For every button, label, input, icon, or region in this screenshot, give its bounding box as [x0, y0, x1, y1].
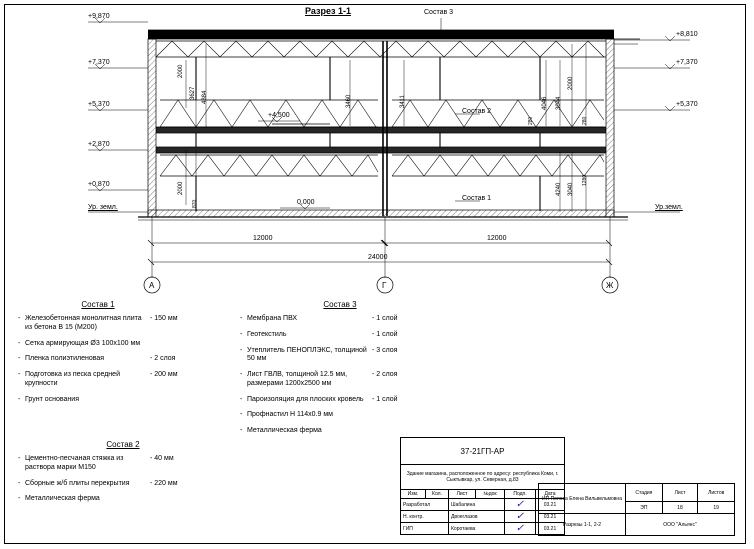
dim-v-right-5: 4240	[556, 182, 562, 196]
legend-3-item-2	[240, 347, 427, 365]
legend-1-item-0	[18, 315, 205, 333]
role-0: Разработал	[401, 499, 449, 511]
callout-sostav-3: Состав 3	[424, 9, 454, 16]
signature-2: ✓	[505, 523, 536, 535]
legend-2-title: Состав 2	[106, 440, 140, 449]
legend-2-item-0-value: - 40 мм	[150, 455, 174, 462]
legend-1-item-4-text: Грунт основания	[25, 395, 79, 403]
dim-v-right-7: 1280	[582, 174, 588, 186]
dim-v-left-0: 2000	[178, 64, 184, 78]
dim-bottom-0: 12000	[253, 235, 273, 242]
title-block-object: Здание магазина, расположенное по адресу: республика Коми, г. Сыктывкар, ул. Северная, д.83	[406, 471, 559, 484]
dim-v-mid-1: 3411	[400, 95, 406, 108]
bullet-dash: -	[18, 455, 21, 462]
level-mark-right-2: +5,370	[676, 101, 698, 108]
legend-3-item-4-value: - 1 слой	[372, 395, 398, 403]
legend-2-item-2	[18, 495, 205, 504]
legend-2-item-0-text: Цементно-песчаная стяжка из раствора марки М150	[25, 455, 124, 471]
zero-level-mark: 0,000	[297, 199, 315, 206]
signature-1: ✓	[505, 511, 536, 523]
date-0: 03.21	[536, 499, 565, 511]
legend-sostav-3	[240, 300, 427, 443]
col-head-izm: Изм.	[401, 490, 426, 499]
legend-3-item-1	[240, 331, 427, 340]
axis-label-zh: Ж	[606, 281, 614, 290]
section-title: Разрез 1-1	[305, 6, 351, 16]
legend-2-item-1	[18, 480, 205, 489]
legend-3-item-5	[240, 411, 427, 420]
legend-2-item-1-text: Сборные ж/б плиты перекрытия	[25, 479, 130, 487]
bullet-dash: -	[18, 355, 21, 363]
legend-3-item-6	[240, 427, 427, 436]
legend-2-item-2-text: Металлическая ферма	[25, 495, 100, 503]
legend-1-title: Состав 1	[81, 300, 115, 309]
name-2: Коротаева	[449, 523, 505, 535]
legend-1-item-3-value: - 200 мм	[150, 371, 178, 378]
bullet-dash: -	[240, 371, 243, 378]
stage-value-0: ЭП	[626, 502, 663, 514]
bullet-dash: -	[240, 427, 243, 434]
ground-level-left: Ур. земл.	[88, 204, 118, 211]
level-mark-left-2: +5,370	[88, 101, 110, 108]
legend-1-item-4	[18, 396, 205, 405]
legend-3-item-4	[240, 396, 427, 405]
role-2: ГИП	[401, 523, 449, 535]
dim-bottom-1: 12000	[487, 235, 507, 242]
level-mark-left-4: +0,870	[88, 181, 110, 188]
bullet-dash: -	[18, 495, 21, 503]
axis-label-g: Г	[382, 281, 387, 290]
dim-v-right-3: 280	[528, 116, 534, 125]
title-block-code-cell	[401, 438, 565, 465]
col-head-list: Лист	[449, 490, 476, 499]
legend-3-item-6-text: Металлическая ферма	[247, 427, 322, 434]
legend-1-item-0-text: Железобетонная монолитная плита из бетона В 15 (М200)	[25, 315, 142, 331]
col-head-kol: Кол.	[426, 490, 449, 499]
stage-head-2: Листов	[698, 484, 735, 502]
legend-3-item-4-text: Пароизоляция для плоских кровель	[247, 395, 364, 403]
col-head-ndok: №док	[476, 490, 505, 499]
legend-3-item-2-value: - 3 слоя	[372, 346, 398, 354]
dim-v-lowleft-0: 2000	[178, 181, 184, 195]
bullet-dash: -	[18, 339, 21, 347]
level-mark-right-1: +7,370	[676, 59, 698, 66]
title-block-code: 37-21ГП-АР	[460, 446, 505, 456]
dim-v-right-0: 4046	[542, 96, 548, 110]
dim-v-right-2: 2000	[568, 76, 574, 90]
sheet-name-cell: Разрезы 1-1, 2-2	[539, 514, 626, 536]
designer-cell: ИП Попова Елена Вильвельмовна	[539, 484, 626, 514]
mid-level-mark: +4,500	[268, 112, 290, 119]
dim-v-left-1: 3627	[190, 86, 196, 100]
legend-1-item-3	[18, 371, 205, 389]
bullet-dash: -	[240, 315, 243, 322]
bullet-dash: -	[18, 371, 21, 378]
axis-label-a: А	[149, 281, 155, 290]
level-mark-left-3: +2,870	[88, 141, 110, 148]
legend-sostav-2	[18, 440, 205, 511]
level-mark-left-1: +7,370	[88, 59, 110, 66]
bullet-dash: -	[18, 479, 21, 487]
bullet-dash: -	[18, 315, 21, 322]
dim-v-lowleft-1: 870	[192, 199, 198, 208]
legend-1-item-1	[18, 340, 205, 349]
legend-1-item-0-value: - 150 мм	[150, 315, 178, 322]
level-mark-left-0: +9,870	[88, 13, 110, 20]
stage-head-0: Стадия	[626, 484, 663, 502]
legend-sostav-1	[18, 300, 205, 411]
stage-value-2: 19	[698, 502, 735, 514]
legend-2-item-1-value: - 220 мм	[150, 479, 178, 487]
name-1: Двоеглазов	[449, 511, 505, 523]
legend-1-item-1-text: Сетка армирующая Ø3 100х100 мм	[25, 339, 141, 347]
legend-3-item-0-text: Мембрана ПВХ	[247, 315, 298, 322]
bullet-dash: -	[240, 346, 243, 354]
callout-sostav-2: Состав 2	[462, 108, 492, 115]
legend-3-item-1-value: - 1 слой	[372, 330, 398, 338]
dim-v-right-1: 3044	[556, 96, 562, 110]
legend-3-item-1-text: Геотекстиль	[247, 330, 287, 338]
callout-sostav-1: Состав 1	[462, 195, 492, 202]
date-2: 03.21	[536, 523, 565, 535]
dim-v-left-2: 4884	[202, 90, 208, 104]
signature-0: ✓	[505, 499, 536, 511]
ground-level-right: Ур.земл.	[655, 204, 683, 211]
legend-2-item-0	[18, 455, 205, 473]
role-1: Н. контр.	[401, 511, 449, 523]
stage-value-1: 18	[662, 502, 698, 514]
dim-bottom-total: 24000	[368, 254, 388, 261]
stage-head-1: Лист	[662, 484, 698, 502]
legend-3-item-3	[240, 371, 427, 389]
bullet-dash: -	[240, 330, 243, 338]
legend-1-item-2-value: - 2 слоя	[150, 355, 176, 363]
bullet-dash: -	[240, 411, 243, 419]
level-mark-right-0: +8,810	[676, 31, 698, 38]
bullet-dash: -	[18, 395, 21, 403]
legend-3-item-5-text: Профнастил Н 114х0.9 мм	[247, 411, 333, 419]
company-cell: ООО "Альянс"	[626, 514, 735, 536]
legend-1-item-2-text: Пленка полиэтиленовая	[25, 355, 105, 363]
legend-3-title: Состав 3	[323, 300, 357, 309]
bullet-dash: -	[240, 395, 243, 403]
dim-v-right-6: 3040	[568, 182, 574, 196]
legend-3-item-3-text: Лист ГВЛВ, толщиной 12.5 мм, размерами 1200х2500 мм	[247, 371, 348, 387]
dim-v-mid-0: 3460	[346, 94, 352, 108]
legend-3-item-2-text: Утеплитель ПЕНОПЛЭКС, толщиной 50 мм	[247, 346, 367, 363]
col-head-data: Дата	[536, 490, 565, 499]
name-0: Шабалина	[449, 499, 505, 511]
dim-v-right-4: 280	[582, 116, 588, 125]
date-1: 03.21	[536, 511, 565, 523]
legend-1-item-3-text: Подготовка из песка средней крупности	[25, 371, 120, 387]
legend-3-item-0-value: - 1 слой	[372, 315, 398, 322]
title-block	[400, 437, 735, 535]
col-head-podp: Подп.	[505, 490, 536, 499]
legend-3-item-0	[240, 315, 427, 324]
legend-1-item-2	[18, 355, 205, 364]
legend-3-item-3-value: - 2 слоя	[372, 371, 398, 378]
